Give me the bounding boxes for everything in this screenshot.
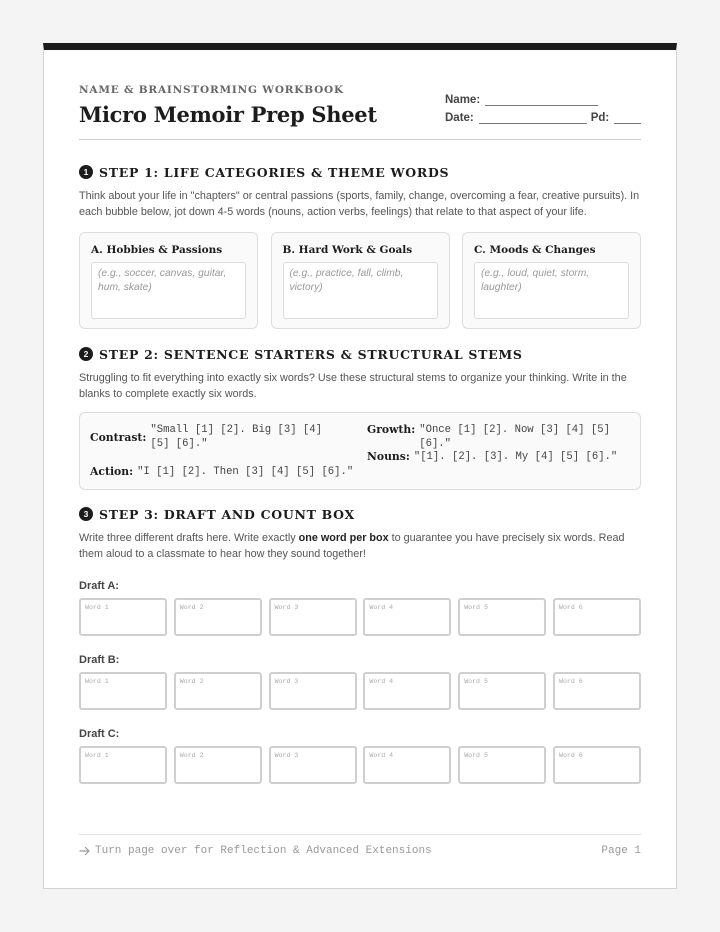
- draft-label: Draft A:: [79, 580, 119, 592]
- header-divider: [79, 139, 641, 140]
- name-label: Name:: [445, 94, 481, 106]
- name-field[interactable]: [485, 94, 598, 106]
- footer-note: [79, 845, 432, 857]
- word-box[interactable]: Word 1: [79, 598, 167, 636]
- step-3-section: [79, 504, 641, 562]
- instructions-part: to guarantee you have precisely six words. Read them aloud to a classmate to hear how they sound together!: [79, 532, 625, 560]
- step-number-badge: 3: [79, 507, 93, 521]
- stem-text: "[1]. [2]. [3]. My [4] [5] [6].": [413, 451, 618, 463]
- step-2-section: [79, 344, 641, 490]
- stem-contrast: [90, 423, 340, 451]
- draft-a: [79, 580, 641, 636]
- step-instructions: Struggling to fit everything into exactly six words? Use these structural stems to organize your thinking. Write in the blanks to complete exactly six words.: [79, 372, 627, 400]
- footer-text: Turn page over for Reflection & Advanced Extensions: [95, 845, 432, 857]
- period-label: Pd:: [590, 112, 610, 124]
- category-title: B. Hard Work & Goals: [282, 244, 413, 256]
- category-input[interactable]: (e.g., practice, fall, climb, victory): [283, 262, 438, 319]
- step-title: STEP 1: LIFE CATEGORIES & THEME WORDS: [99, 164, 450, 180]
- stem-label: Action:: [90, 465, 134, 478]
- period-field[interactable]: [614, 112, 641, 124]
- word-row: [79, 746, 641, 784]
- category-card: [271, 232, 450, 329]
- category-card: [79, 232, 258, 329]
- date-label: Date:: [445, 112, 474, 124]
- step-instructions: Think about your life in "chapters" or central passions (sports, family, change, overcoming a fear, creative pursuits). In each bubble below, jot down 4-5 words (nouns, action verbs, feelings) that relate to that aspect of your life.: [79, 190, 640, 218]
- category-input[interactable]: (e.g., soccer, canvas, guitar, hum, skate): [91, 262, 246, 319]
- word-box[interactable]: Word 1: [79, 672, 167, 710]
- word-box[interactable]: Word 2: [174, 598, 262, 636]
- category-card: [462, 232, 641, 329]
- step-number-badge: 2: [79, 347, 93, 361]
- word-box[interactable]: Word 2: [174, 746, 262, 784]
- stem-growth: [367, 423, 640, 451]
- step-1-section: [79, 162, 641, 329]
- word-box[interactable]: Word 1: [79, 746, 167, 784]
- stem-nouns: [367, 450, 617, 464]
- stem-text: "Once [1] [2]. Now [3] [4] [5] [6].": [419, 424, 610, 450]
- word-box[interactable]: Word 4: [363, 672, 451, 710]
- word-box[interactable]: Word 5: [458, 746, 546, 784]
- word-box[interactable]: Word 4: [363, 746, 451, 784]
- draft-c: [79, 728, 641, 784]
- draft-b: [79, 654, 641, 710]
- word-box[interactable]: Word 2: [174, 672, 262, 710]
- category-bubbles: [79, 232, 641, 329]
- category-title: A. Hobbies & Passions: [91, 244, 223, 256]
- draft-label: Draft C:: [79, 728, 120, 740]
- category-input[interactable]: (e.g., loud, quiet, storm, laughter): [474, 262, 629, 319]
- sentence-stems-box: [79, 412, 641, 490]
- stem-action: [90, 465, 353, 479]
- step-number-badge: 1: [79, 165, 93, 179]
- word-box[interactable]: Word 3: [269, 672, 357, 710]
- workbook-eyebrow: NAME & BRAINSTORMING WORKBOOK: [79, 84, 344, 96]
- category-title: C. Moods & Changes: [474, 244, 596, 256]
- instructions-part: Write three different drafts here. Write exactly: [79, 532, 299, 544]
- instructions-emphasis: one word per box: [298, 532, 389, 544]
- arrow-right-icon: [79, 845, 91, 857]
- step-title: STEP 2: SENTENCE STARTERS & STRUCTURAL STEMS: [99, 346, 523, 362]
- page-title: Micro Memoir Prep Sheet: [79, 102, 377, 127]
- stem-text: "I [1] [2]. Then [3] [4] [5] [6].": [137, 466, 354, 478]
- stem-label: Contrast:: [90, 431, 147, 444]
- stem-label: Nouns:: [367, 450, 410, 463]
- word-box[interactable]: Word 6: [553, 598, 641, 636]
- word-box[interactable]: Word 4: [363, 598, 451, 636]
- page-number: Page 1: [601, 845, 641, 857]
- word-box[interactable]: Word 5: [458, 598, 546, 636]
- worksheet-page: [43, 43, 677, 889]
- word-box[interactable]: Word 6: [553, 746, 641, 784]
- stem-label: Growth:: [367, 423, 416, 436]
- step-instructions: [79, 530, 641, 562]
- date-field[interactable]: [479, 112, 587, 124]
- word-row: [79, 598, 641, 636]
- word-row: [79, 672, 641, 710]
- page-footer: [79, 834, 641, 857]
- word-box[interactable]: Word 3: [269, 746, 357, 784]
- stem-text: "Small [1] [2]. Big [3] [4] [5] [6].": [150, 424, 323, 450]
- word-box[interactable]: Word 6: [553, 672, 641, 710]
- student-info: [445, 88, 641, 124]
- draft-label: Draft B:: [79, 654, 120, 666]
- word-box[interactable]: Word 3: [269, 598, 357, 636]
- step-title: STEP 3: DRAFT AND COUNT BOX: [99, 506, 355, 522]
- word-box[interactable]: Word 5: [458, 672, 546, 710]
